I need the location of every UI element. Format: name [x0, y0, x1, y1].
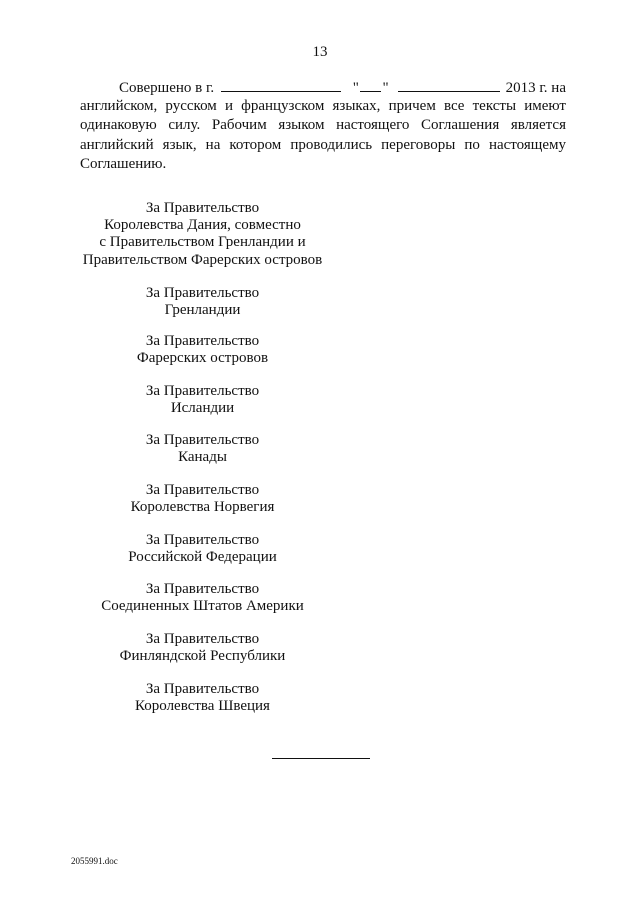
signature-heading: За Правительство — [145, 581, 260, 597]
paragraph-word: Соглашения — [421, 117, 500, 134]
paragraph-line-2 — [80, 97, 566, 116]
signature-government-name: Соединенных Штатов Америки — [101, 598, 304, 615]
signature-heading: За Правительство — [145, 200, 260, 216]
signature-block — [0, 200, 405, 269]
paragraph-word: имеют — [524, 98, 566, 115]
done-in-city-text: Совершено в г. — [119, 80, 215, 96]
paragraph-word: русском — [165, 98, 217, 115]
year-text — [506, 79, 566, 98]
signature-government-name: Фарерских островов — [136, 350, 269, 367]
paragraph-word: и — [224, 98, 233, 115]
paragraph-word: настоящему — [488, 136, 566, 153]
signature-heading: За Правительство — [145, 285, 260, 301]
day-blank-line — [360, 78, 382, 92]
signature-government-name: Гренландии — [164, 302, 241, 319]
signature-heading: За Правительство — [145, 383, 260, 399]
signature-government-name: Российской Федерации — [128, 549, 277, 566]
signature-heading: За Правительство — [145, 333, 260, 349]
signature-block — [0, 631, 405, 665]
signature-government-name: Королевства Норвегия — [130, 499, 275, 516]
paragraph-word: причем — [388, 98, 436, 115]
paragraph-word: проводились — [290, 136, 373, 153]
signature-block — [0, 333, 405, 367]
signature-government-name: с Правительством Гренландии и — [99, 234, 306, 251]
signature-heading: За Правительство — [145, 482, 260, 498]
paragraph-line-1 — [80, 78, 566, 97]
document-file-name: 2055991.doc — [71, 856, 118, 866]
end-separator-line — [272, 758, 370, 759]
signature-block — [0, 681, 405, 715]
signature-heading: За Правительство — [145, 532, 260, 548]
signature-government-name: Исландии — [170, 400, 235, 417]
paragraph-word: языком — [278, 117, 325, 134]
signature-block — [0, 482, 405, 516]
signature-government-name: Финляндской Республики — [119, 648, 286, 665]
paragraph-word: по — [464, 136, 480, 153]
paragraph-word: языках, — [332, 98, 381, 115]
paragraph-word: язык, — [162, 136, 197, 153]
paragraph-word: английском, — [80, 98, 158, 115]
signature-block — [0, 532, 405, 566]
paragraph-word: французском — [241, 98, 325, 115]
signature-heading: За Правительство — [145, 681, 260, 697]
page-number: 13 — [312, 44, 328, 60]
paragraph-word: все — [443, 98, 465, 115]
closing-paragraph — [80, 78, 566, 174]
quote-open: " — [352, 80, 359, 96]
signature-block — [0, 432, 405, 466]
paragraph-word: на — [205, 136, 221, 153]
paragraph-word: настоящего — [336, 117, 410, 134]
quote-close: " — [382, 80, 389, 96]
signature-heading: За Правительство — [145, 631, 260, 647]
paragraph-word: котором — [229, 136, 282, 153]
signature-block — [0, 383, 405, 417]
paragraph-word: одинаковую — [80, 117, 157, 134]
paragraph-word: является — [510, 117, 566, 134]
paragraph-word: тексты — [472, 98, 517, 115]
signature-heading: За Правительство — [145, 432, 260, 448]
paragraph-word: силу. — [168, 117, 201, 134]
signature-government-name: Канады — [178, 449, 227, 466]
month-blank-line — [398, 78, 500, 92]
paragraph-word: английский — [80, 136, 154, 153]
paragraph-line-3 — [80, 116, 566, 135]
signature-government-name: Королевства Швеция — [135, 698, 270, 715]
city-blank-line — [221, 78, 341, 92]
paragraph-line-5: Соглашению. — [80, 155, 167, 172]
signature-government-name: Правительством Фарерских островов — [82, 251, 323, 268]
signature-government-name: Королевства Дания, совместно — [104, 217, 301, 234]
paragraph-word: переговоры — [381, 136, 456, 153]
signature-block — [0, 581, 405, 615]
paragraph-word: Рабочим — [211, 117, 267, 134]
paragraph-line-4 — [80, 136, 566, 155]
year-text-value: 2013 г. на — [505, 80, 566, 96]
signature-block — [0, 285, 405, 319]
